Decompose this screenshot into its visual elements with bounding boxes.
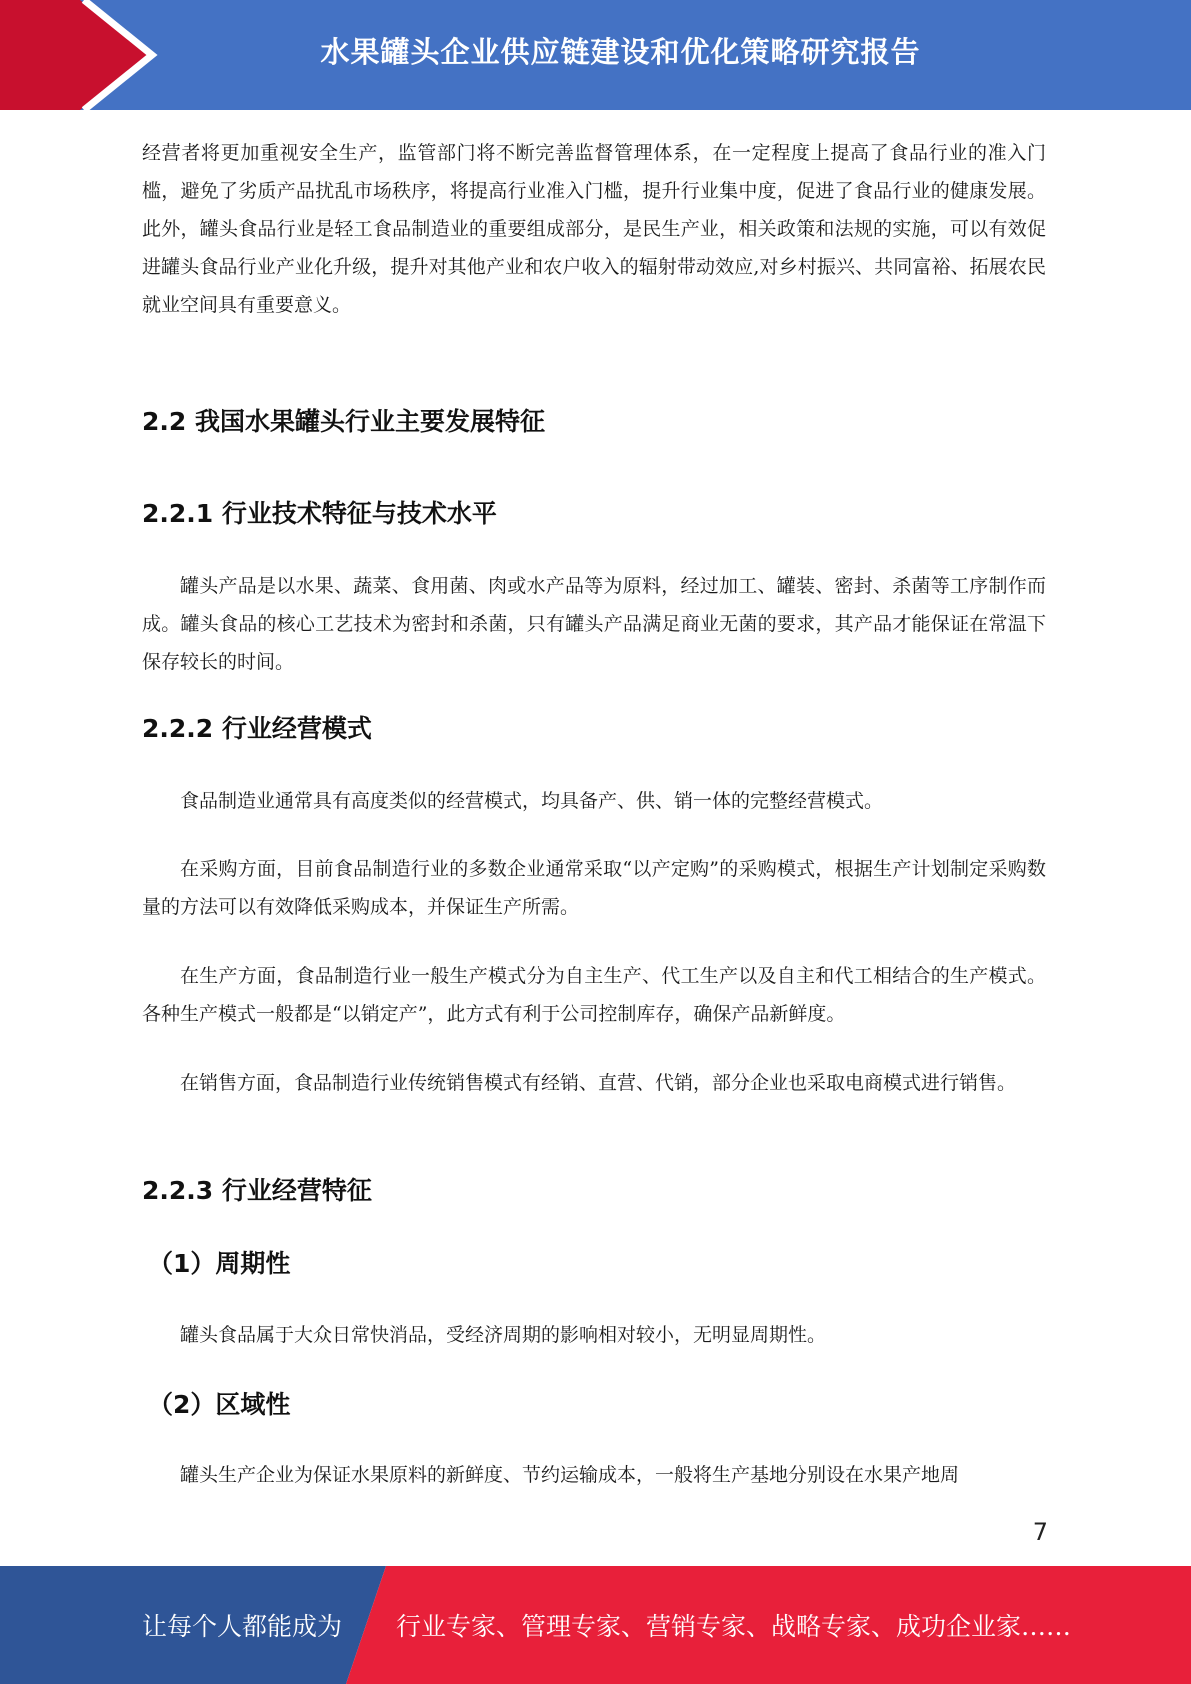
page-number: 7 — [1032, 1518, 1048, 1546]
business-model-paragraph-4: 在销售方面，食品制造行业传统销售模式有经销、直营、代销，部分企业也采取电商模式进行销售。 — [180, 1072, 1017, 1094]
section-heading-2-2: 2.2 我国水果罐头行业主要发展特征 — [142, 407, 545, 436]
red-arrow-icon — [0, 0, 160, 110]
page-header — [0, 0, 1191, 110]
business-model-paragraph-2: 在采购方面，目前食品制造行业的多数企业通常采取“以产定购”的采购模式，根据生产计划制定采购数量的方法可以有效降低采购成本，并保证生产所需。 — [142, 858, 1046, 918]
section-heading-2-2-2: 2.2.2 行业经营模式 — [142, 714, 372, 743]
tech-features-paragraph: 罐头产品是以水果、蔬菜、食用菌、肉或水产品等为原料，经过加工、罐装、密封、杀菌等工序制作而成。罐头食品的核心工艺技术为密封和杀菌，只有罐头产品满足商业无菌的要求，其产品才能保证在常温下保存较长的时间。 — [142, 575, 1046, 673]
procurement-block — [142, 850, 1046, 926]
regionality-paragraph: 罐头生产企业为保证水果原料的新鲜度、节约运输成本，一般将生产基地分别设在水果产地周 — [180, 1464, 960, 1486]
business-model-paragraph-3: 在生产方面，食品制造行业一般生产模式分为自主生产、代工生产以及自主和代工相结合的生产模式。各种生产模式一般都是“以销定产”，此方式有利于公司控制库存，确保产品新鲜度。 — [142, 965, 1046, 1025]
production-block — [142, 957, 1046, 1033]
sales-block — [142, 1064, 1046, 1102]
section-heading-2-2-3: 2.2.3 行业经营特征 — [142, 1176, 372, 1205]
report-title: 水果罐头企业供应链建设和优化策略研究报告 — [320, 34, 921, 69]
intro-paragraph: 经营者将更加重视安全生产，监管部门将不断完善监督管理体系，在一定程度上提高了食品行业的准入门槛，避免了劣质产品扰乱市场秩序，将提高行业准入门槛，提升行业集中度，促进了食品行业的健康发展。此外，罐头食品行业是轻工食品制造业的重要组成部分，是民生产业，相关政策和法规的实施，可以有效促进罐头食品行业产业化升级，提升对其他产业和农户收入的辐射带动效应,对乡村振兴、共同富裕、拓展农民就业空间具有重要意义。 — [142, 142, 1046, 316]
business-model-intro-block — [142, 782, 1046, 820]
cyclicality-block — [142, 1316, 1046, 1354]
subheading-regionality: （2）区域性 — [148, 1390, 291, 1419]
section-heading-2-2-1: 2.2.1 行业技术特征与技术水平 — [142, 499, 497, 528]
business-model-paragraph-1: 食品制造业通常具有高度类似的经营模式，均具备产、供、销一体的完整经营模式。 — [180, 790, 884, 812]
footer-slogan-right: 行业专家、管理专家、营销专家、战略专家、成功企业家…… — [396, 1612, 1072, 1641]
intro-paragraph-block — [142, 134, 1046, 324]
cyclicality-paragraph: 罐头食品属于大众日常快消品，受经济周期的影响相对较小，无明显周期性。 — [180, 1324, 827, 1346]
subheading-cyclicality: （1）周期性 — [148, 1249, 291, 1278]
page-footer — [0, 1566, 1191, 1684]
footer-slogan-left: 让每个人都能成为 — [142, 1612, 343, 1641]
regionality-block — [142, 1456, 1046, 1494]
tech-features-block — [142, 567, 1046, 681]
